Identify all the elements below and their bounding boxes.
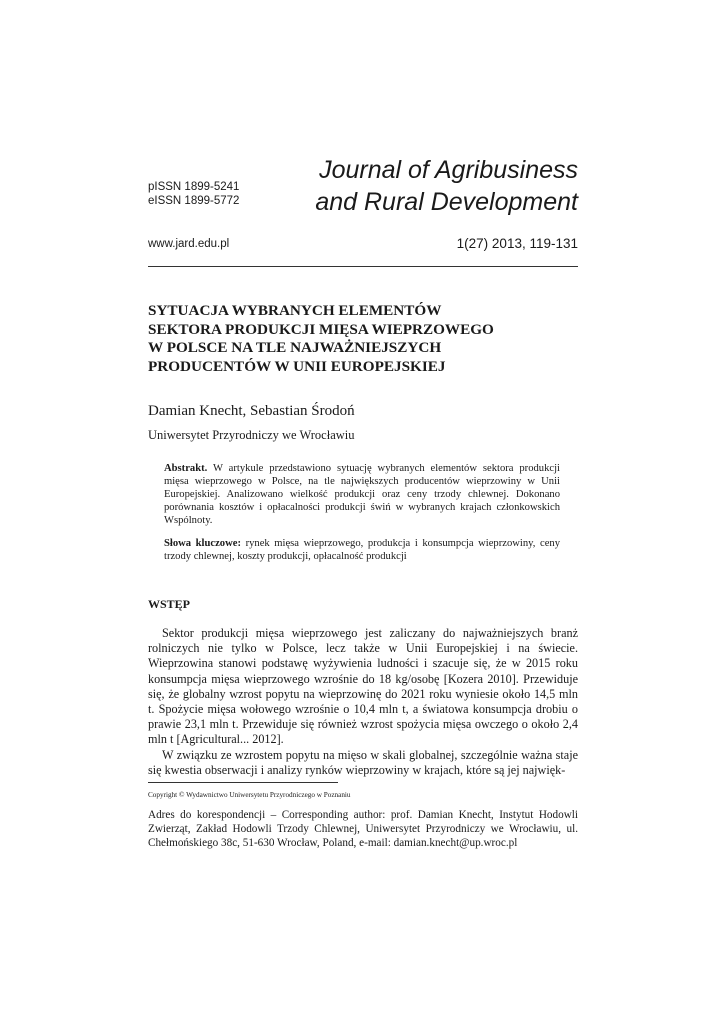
copyright-notice: Copyright © Wydawnictwo Uniwersytetu Przyrodniczego w Poznaniu bbox=[148, 791, 351, 799]
journal-title bbox=[315, 154, 578, 218]
paragraph: Sektor produkcji mięsa wieprzowego jest zaliczany do najważniejszych branż rolniczych nie tylko w Polsce, lecz także w Unii Europejskiej i na świecie. Wieprzowina stanowi podstawę wyżywienia ludności i szacuje się, że w 2015 roku konsumpcja mięsa wieprzowego wzrośnie do 18 kg/osobę [Kozera 2010]. Przewiduje się, że globalny wzrost popytu na wieprzowinę do 2021 roku wyniesie około 14,5 mln t. Spożycie mięsa wołowego wzrośnie o 10,4 mln t, a światowa konsumpcja drobiu o prawie 23,1 mln t. Przewiduje się również wzrost spożycia mięsa owczego o około 2,4 mln t [Agricultural... 2012]. bbox=[148, 626, 578, 747]
body-text bbox=[148, 626, 578, 778]
abstract bbox=[164, 462, 560, 527]
title-line: PRODUCENTÓW W UNII EUROPEJSKIEJ bbox=[148, 357, 446, 375]
issn-block bbox=[148, 180, 239, 208]
article-title bbox=[148, 302, 578, 376]
journal-title-line2: and Rural Development bbox=[315, 188, 578, 216]
keywords-label: Słowa kluczowe: bbox=[164, 538, 241, 549]
correspondence-note: Adres do korespondencji – Corresponding author: prof. Damian Knecht, Instytut Hodowli Zwierząt, Zakład Hodowli Trzody Chlewnej, Uniwersytet Przyrodniczy we Wrocławiu, ul. Chełmońskiego 38c, 51-630 Wrocław, Poland, e-mail: damian.knecht@up.wroc.pl bbox=[148, 809, 578, 850]
footnote-divider bbox=[148, 782, 338, 783]
abstract-label: Abstrakt. bbox=[164, 463, 208, 474]
pissn: pISSN 1899-5241 bbox=[148, 181, 240, 193]
paragraph: W związku ze wzrostem popytu na mięso w skali globalnej, szczególnie ważna staje się kwestia obserwacji i analizy rynków wieprzowiny w krajach, które są jej najwięk- bbox=[148, 747, 578, 777]
authors: Damian Knecht, Sebastian Środoń bbox=[148, 403, 355, 419]
journal-website: www.jard.edu.pl bbox=[148, 238, 230, 250]
eissn: eISSN 1899-5772 bbox=[148, 195, 240, 207]
title-line: W POLSCE NA TLE NAJWAŻNIEJSZYCH bbox=[148, 339, 442, 356]
affiliation: Uniwersytet Przyrodniczy we Wrocławiu bbox=[148, 428, 355, 442]
section-heading: WSTĘP bbox=[148, 597, 191, 611]
journal-title-line1: Journal of Agribusiness bbox=[319, 156, 578, 184]
header-divider bbox=[148, 266, 578, 267]
keywords-text: rynek mięsa wieprzowego, produkcja i konsumpcja wieprzowiny, ceny trzody chlewnej, koszty produkcji, opłacalność produkcji bbox=[164, 538, 560, 563]
keywords bbox=[164, 537, 560, 563]
title-line: SEKTORA PRODUKCJI MIĘSA WIEPRZOWEGO bbox=[148, 320, 494, 338]
abstract-text: W artykule przedstawiono sytuację wybranych elementów sektora produkcji mięsa wieprzowego w Polsce, na tle największych producentów wieprzowiny w Unii Europejskiej. Analizowano wielkość produkcji oraz ceny trzody chlewnej. Dokonano porównania kosztów i opłacalności produkcji świń w wybranych krajach członkowskich Wspólnoty. bbox=[164, 463, 560, 527]
title-line: SYTUACJA WYBRANYCH ELEMENTÓW bbox=[148, 302, 442, 319]
issue-info: 1(27) 2013, 119-131 bbox=[456, 236, 578, 251]
